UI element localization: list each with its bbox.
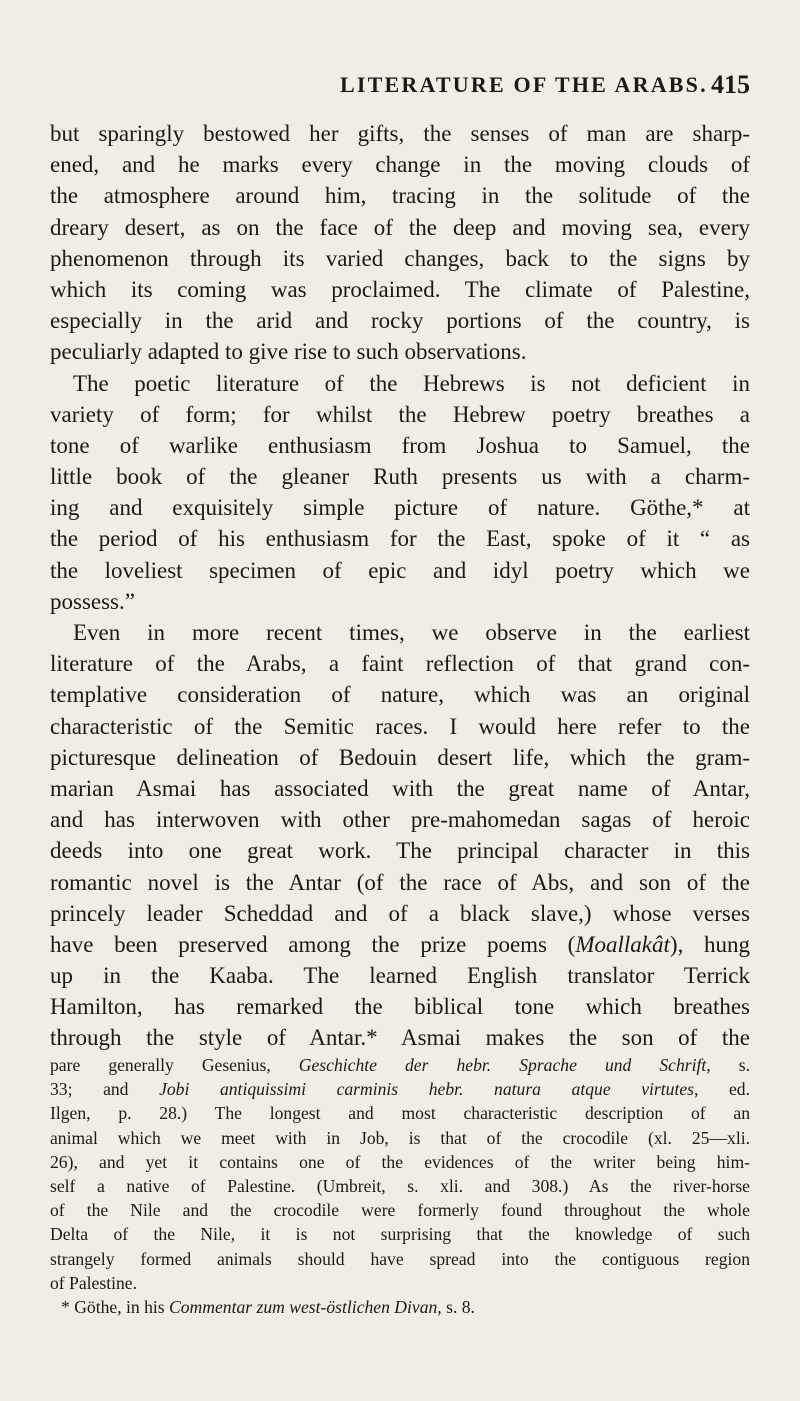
text-run: especially in the arid and rocky portions of the country, is	[50, 308, 750, 334]
text-run: up in the Kaaba. The learned English translator Terrick	[50, 963, 750, 989]
text-run: ing and exquisitely simple picture of nature. Göthe,* at	[50, 495, 750, 521]
footnote-line	[50, 1174, 750, 1198]
body-line	[50, 648, 750, 679]
body-line	[50, 149, 750, 180]
body-line	[50, 711, 750, 742]
page-number: 415	[711, 70, 750, 99]
text-run: have been preserved among the prize poems (	[50, 931, 576, 957]
text-run: of the Nile and the crocodile were formerly found throughout the whole	[50, 1200, 750, 1221]
footnote-line	[50, 1222, 750, 1246]
body-line	[50, 804, 750, 835]
text-run: dreary desert, as on the face of the deep and moving sea, every	[50, 214, 750, 240]
text-run: Even in more recent times, we observe in the earliest	[73, 620, 750, 645]
italic-title: Geschichte der hebr. Sprache und Schrift,	[298, 1055, 711, 1075]
text-run: which its coming was proclaimed. The climate of Palestine,	[50, 276, 750, 302]
body-line	[50, 430, 750, 461]
text-run: characteristic of the Semitic races. I would here refer to the	[50, 713, 750, 739]
text-run: 26), and yet it contains one of the evidences of the writer being him-	[50, 1151, 750, 1172]
footnote-line	[50, 1295, 750, 1319]
body-line	[50, 368, 750, 399]
running-head: LITERATURE OF THE ARABS.	[340, 72, 708, 97]
footnote-line	[50, 1126, 750, 1150]
body-line	[50, 118, 750, 149]
text-run: and has interwoven with other pre-mahomedan sagas of heroic	[50, 807, 750, 833]
body-line	[50, 305, 750, 336]
text-run: the period of his enthusiasm for the East, spoke of it “ as	[50, 526, 750, 552]
footnotes	[50, 1053, 750, 1319]
footnote-line	[50, 1198, 750, 1222]
text-run: variety of form; for whilst the Hebrew poetry breathes a	[50, 401, 750, 427]
text-run: phenomenon through its varied changes, back to the signs by	[50, 245, 750, 271]
italic-title: Moallakât	[575, 931, 670, 957]
text-run: the atmosphere around him, tracing in the solitude of the	[50, 183, 750, 209]
body-text	[50, 118, 750, 1054]
text-run: of Palestine.	[50, 1272, 137, 1293]
body-line	[50, 336, 750, 367]
body-line	[50, 991, 750, 1022]
text-run: the loveliest specimen of epic and idyl poetry which we	[50, 557, 750, 583]
text-run: little book of the gleaner Ruth presents us with a charm-	[50, 464, 750, 490]
text-run: but sparingly bestowed her gifts, the senses of man are sharp-	[50, 121, 750, 146]
body-line	[50, 929, 750, 960]
body-line	[50, 492, 750, 523]
body-line	[50, 1022, 750, 1053]
text-run: templative consideration of nature, which was an original	[50, 682, 750, 708]
text-run: ed.	[698, 1079, 751, 1100]
text-run: Ilgen, p. 28.) The longest and most characteristic description of an	[50, 1103, 750, 1124]
body-line	[50, 243, 750, 274]
text-run: tone of warlike enthusiasm from Joshua to Samuel, the	[50, 432, 750, 458]
text-run: romantic novel is the Antar (of the race of Abs, and son of the	[50, 869, 750, 895]
footnote-line	[50, 1053, 750, 1077]
italic-title: Jobi antiquissimi carminis hebr. natura atque virtutes,	[159, 1079, 699, 1100]
text-run: deeds into one great work. The principal character in this	[50, 838, 750, 864]
body-line	[50, 773, 750, 804]
body-line	[50, 867, 750, 898]
body-line	[50, 399, 750, 430]
italic-title: Commentar zum west-östlichen Divan,	[169, 1296, 442, 1317]
body-line	[50, 586, 750, 617]
footnote-line	[50, 1247, 750, 1271]
text-run: through the style of Antar.* Asmai makes the son of the	[50, 1025, 750, 1051]
text-run: ened, and he marks every change in the moving clouds of	[50, 152, 750, 178]
text-run: The poetic literature of the Hebrews is not deficient in	[73, 370, 750, 396]
text-run: ), hung	[669, 931, 750, 957]
text-run: pare generally Gesenius,	[50, 1055, 299, 1075]
body-line	[50, 180, 750, 211]
body-line	[50, 274, 750, 305]
text-run: marian Asmai has associated with the great name of Antar,	[50, 775, 750, 801]
body-line	[50, 523, 750, 554]
text-run: Delta of the Nile, it is not surprising that the knowledge of such	[50, 1224, 750, 1245]
text-run: picturesque delineation of Bedouin desert life, which the gram-	[50, 744, 750, 770]
text-run: animal which we meet with in Job, is that of the crocodile (xl. 25—xli.	[50, 1127, 750, 1148]
body-line	[50, 679, 750, 710]
body-line	[50, 960, 750, 991]
text-run: 33; and	[50, 1079, 160, 1100]
body-line	[50, 555, 750, 586]
page-header	[200, 70, 750, 106]
body-line	[50, 898, 750, 929]
text-run: Hamilton, has remarked the biblical tone which breathes	[50, 994, 750, 1020]
body-line	[50, 742, 750, 773]
text-run: * Göthe, in his	[61, 1296, 170, 1317]
footnote-line	[50, 1271, 750, 1295]
text-run: possess.”	[50, 588, 135, 614]
footnote-line	[50, 1077, 750, 1101]
body-line	[50, 835, 750, 866]
text-run: princely leader Scheddad and of a black slave,) whose verses	[50, 900, 750, 926]
body-line	[50, 461, 750, 492]
footnote-line	[50, 1101, 750, 1125]
body-line	[50, 212, 750, 243]
text-run: s.	[710, 1055, 750, 1075]
text-run: peculiarly adapted to give rise to such observations.	[50, 339, 527, 365]
text-run: s. 8.	[441, 1296, 475, 1317]
text-run: literature of the Arabs, a faint reflection of that grand con-	[50, 651, 750, 677]
text-run: strangely formed animals should have spread into the contiguous region	[50, 1248, 750, 1269]
body-line	[50, 617, 750, 648]
footnote-line	[50, 1150, 750, 1174]
text-run: self a native of Palestine. (Umbreit, s. xli. and 308.) As the river-horse	[50, 1175, 750, 1196]
